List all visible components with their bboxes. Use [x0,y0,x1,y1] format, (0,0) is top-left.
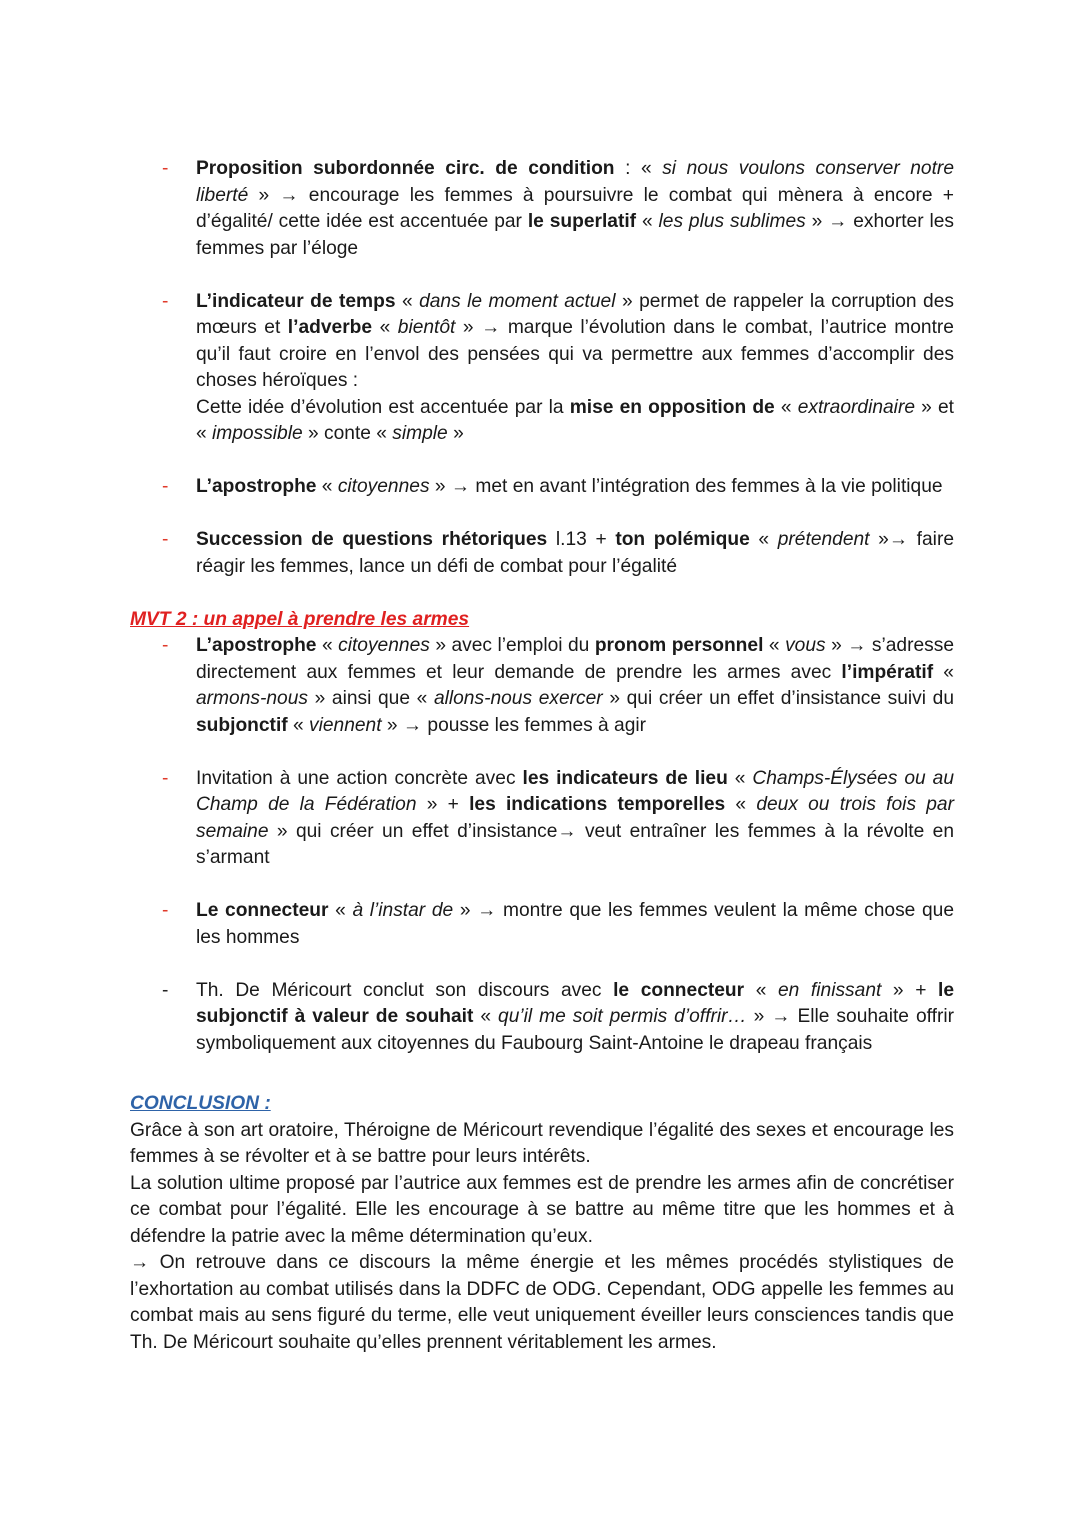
bullet-text [196,633,954,739]
bold-term: subjonctif [196,714,288,736]
bullet-text [196,474,954,501]
text-run: » → s’adresse directement aux femmes et leur demande de prendre les armes avec [196,635,955,683]
bullet-text [196,898,954,951]
list-item [130,527,954,580]
section1-bullet-list [130,156,954,580]
dash-bullet-icon: - [162,290,169,312]
text-run: Invitation à une action concrète avec [196,767,523,789]
quoted-citation: impossible [212,423,303,444]
text-run: « [744,979,778,1001]
quoted-citation: qu’il me soit permis d’offrir… [498,1006,747,1027]
quoted-citation: vous [785,635,826,656]
text-run: « [328,900,353,921]
bold-term: mise en opposition de [569,396,775,418]
bold-term: Succession de questions rhétoriques [196,529,548,550]
conclusion-paragraph: → On retrouve dans ce discours la même énergie et les mêmes procédés stylistiques de l’exhortation au combat utilisés dans la DDFC de ODG. Cependant, ODG appelle les femmes au combat mais au sens figuré du terme, elle veut uniquement éveiller leurs consciences tandis que Th. De Méricourt souhaite qu’elles prennent véritablement les armes. [130,1252,954,1353]
text-run: » qui créer un effet d’insistance suivi du [602,688,954,709]
text-run: Th. De Méricourt conclut son discours avec [196,979,614,1001]
text-run: » + [881,979,938,1001]
text-run: » → exhorter les femmes par l’éloge [196,211,955,259]
list-item [130,156,954,262]
text-run: » et « [196,396,954,444]
dash-bullet-icon: - [162,158,169,179]
conclusion-paragraph: La solution ultime proposé par l’autrice aux femmes est de prendre les armes afin de concrétiser ce combat pour l’égalité. Elle les encourage à se battre au même titre que les hommes et à défendre la patrie avec la même détermination qu’eux. [130,1172,954,1247]
quoted-citation: Champs-Élysées ou au Champ de la Fédération [196,767,954,815]
text-run: « [933,661,954,683]
text-run: » → pousse les femmes à agir [381,714,647,736]
text-run: » ainsi que « [307,688,434,709]
dash-bullet-icon: - [162,767,169,789]
bold-term: les indicateurs de lieu [522,767,728,789]
dash-bullet-icon: - [162,476,169,497]
bullet-text [196,289,954,448]
quoted-citation: en finissant [778,979,882,1001]
text-run: Cette idée d’évolution est accentuée par la [196,396,570,418]
quoted-citation: deux ou trois fois par semaine [196,794,954,842]
text-run: « [473,1006,499,1027]
list-item [130,289,954,448]
text-run: « [316,635,339,656]
text-run: l.13 + [547,529,616,550]
text-run: »→ faire réagir les femmes, lance un défi de combat pour l’égalité [196,529,954,577]
quoted-citation: extraordinaire [797,396,916,418]
section2-bullet-list [130,633,954,1057]
quoted-citation: dans le moment actuel [419,290,616,312]
dash-bullet-icon: - [162,900,169,921]
bold-term: l’impératif [841,661,934,683]
bullet-text [196,978,954,1058]
quoted-citation: viennent [309,714,382,736]
quoted-citation: simple [392,423,448,444]
text-run: » conte « [302,423,393,444]
section-mvt2 [130,607,954,1058]
text-run: « [749,529,778,550]
bold-term: L’apostrophe [196,476,317,497]
bullet-text [196,766,954,872]
text-run: » qui créer un effet d’insistance→ veut entraîner les femmes à la révolte en s’armant [196,820,954,868]
dash-bullet-icon: - [162,529,169,550]
quoted-citation: les plus sublimes [658,211,806,232]
bullet-text [196,527,954,580]
bold-term: Le connecteur [196,900,329,921]
list-item [130,633,954,739]
quoted-citation: bientôt [397,317,456,338]
section-conclusion [130,1091,954,1356]
bold-term: Proposition subordonnée circ. de condition [196,158,615,179]
bold-term: l’adverbe [287,317,373,338]
text-run: » + [416,794,470,815]
list-item [130,474,954,501]
text-run: « [316,476,338,497]
bold-term: L’apostrophe [196,635,317,656]
text-run: « [763,635,786,656]
quoted-citation: allons-nous exercer [433,688,603,709]
text-run: » permet de rappeler la corruption des mœurs et [196,290,954,338]
list-item [130,978,954,1058]
text-run: » → montre que les femmes veulent la même chose que les hommes [196,900,954,948]
text-run: « [395,290,420,312]
text-run: « [725,794,757,815]
text-run: « [287,714,310,736]
section-heading-conclusion: CONCLUSION : [130,1093,271,1114]
text-run: » → encourage les femmes à poursuivre le combat qui mènera à encore + d’égalité/ cette idée est accentuée par [196,184,954,232]
bold-term: le subjonctif à valeur de souhait [196,979,955,1027]
text-run: : « [614,158,663,179]
text-run: » [447,423,464,444]
list-item [130,898,954,951]
bold-term: le superlatif [527,211,637,232]
bold-term: les indications temporelles [469,794,726,815]
quoted-citation: armons-nous [196,688,308,709]
quoted-citation: prétendent [777,529,870,550]
conclusion-paragraph: Grâce à son art oratoire, Théroigne de Méricourt revendique l’égalité des sexes et encourage les femmes à se révolter et à se battre pour leurs intérêts. [130,1119,954,1167]
quoted-citation: citoyennes [337,476,430,497]
bold-term: pronom personnel [594,635,764,656]
quoted-citation: à l’instar de [352,900,454,921]
text-run: « [636,211,659,232]
text-run: » → Elle souhaite offrir symboliquement aux citoyennes du Faubourg Saint-Antoine le drapeau français [196,1006,954,1054]
text-run: « [372,317,398,338]
bold-term: L’indicateur de temps [196,290,396,312]
quoted-citation: si nous voulons conserver notre liberté [196,158,954,206]
text-run: « [774,396,798,418]
quoted-citation: citoyennes [338,635,430,656]
text-run: « [727,767,753,789]
text-run: » → met en avant l’intégration des femmes à la vie politique [429,476,943,497]
dash-bullet-icon: - [162,635,169,656]
bullet-text [196,156,954,262]
bold-term: le connecteur [613,979,745,1001]
text-run: » avec l’emploi du [429,635,595,656]
text-run: » → marque l’évolution dans le combat, l’autrice montre qu’il faut croire en l’envol des pensées qui va permettre aux femmes d’accomplir des choses héroïques : [196,317,954,391]
section-heading-mvt2: MVT 2 : un appel à prendre les armes [130,608,470,630]
bold-term: ton polémique [615,529,750,550]
list-item [130,766,954,872]
dash-bullet-icon: - [162,979,169,1001]
